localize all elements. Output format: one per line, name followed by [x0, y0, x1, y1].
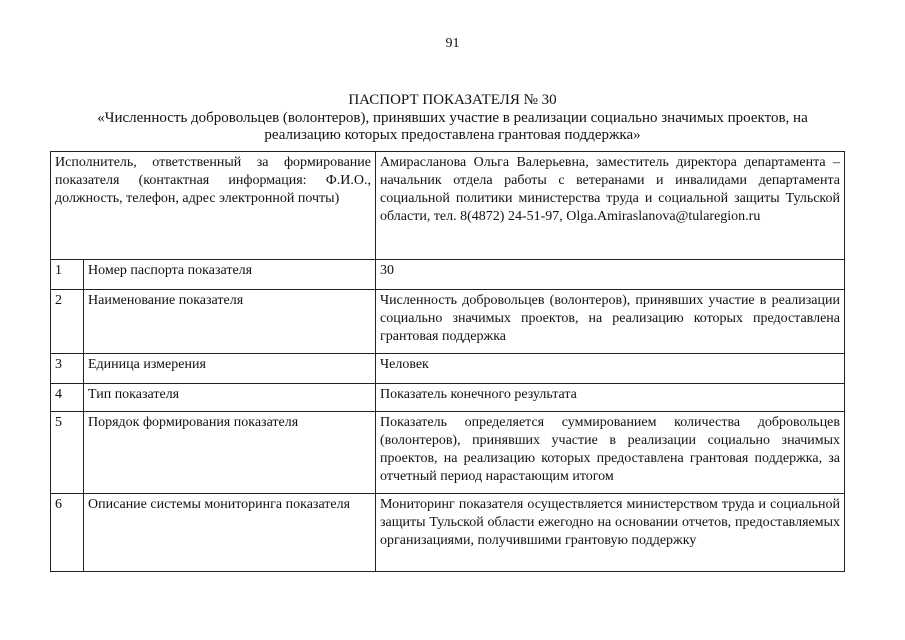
table-row	[51, 260, 845, 290]
table-row	[51, 290, 845, 354]
row-number: 1	[51, 260, 84, 290]
page-title: ПАСПОРТ ПОКАЗАТЕЛЯ № 30	[348, 92, 557, 108]
row-value: Показатель определяется суммированием количества добровольцев (волонтеров), принявших участие в реализации социально значимых проектов, на реализацию которых предоставлена грантовая поддержка, за отчетный период нарастающим итогом	[376, 412, 845, 494]
row-value: Численность добровольцев (волонтеров), принявших участие в реализации социально значимых проектов, на реализацию которых предоставлена грантовая поддержка	[376, 290, 845, 354]
row-value: Мониторинг показателя осуществляется министерством труда и социальной защиты Тульской области ежегодно на основании отчетов, предоставляемых организациями, получившими грантовую поддержку	[376, 494, 845, 572]
row-label: Единица измерения	[84, 354, 376, 384]
table-row	[51, 412, 845, 494]
executor-row	[51, 152, 845, 260]
row-number: 2	[51, 290, 84, 354]
passport-table	[50, 151, 845, 572]
row-label: Номер паспорта показателя	[84, 260, 376, 290]
table-row	[51, 494, 845, 572]
row-value: Показатель конечного результата	[376, 384, 845, 412]
row-value: Человек	[376, 354, 845, 384]
table-row	[51, 384, 845, 412]
row-label: Описание системы мониторинга показателя	[84, 494, 376, 572]
row-label: Наименование показателя	[84, 290, 376, 354]
row-number: 3	[51, 354, 84, 384]
row-number: 4	[51, 384, 84, 412]
executor-label: Исполнитель, ответственный за формирование показателя (контактная информация: Ф.И.О., должность, телефон, адрес электронной почты)	[51, 152, 376, 260]
row-label: Порядок формирования показателя	[84, 412, 376, 494]
row-number: 6	[51, 494, 84, 572]
page-number: 91	[445, 36, 460, 51]
executor-value: Амирасланова Ольга Валерьевна, заместитель директора департамента – начальник отдела работы с ветеранами и инвалидами департамента социальной политики министерства труда и социальной защиты Тульской области, тел. 8(4872) 24-51-97, Olga.Amiraslanova@tularegion.ru	[376, 152, 845, 260]
page-subtitle: «Численность добровольцев (волонтеров), принявших участие в реализации социально значимых проектов, на реализацию которых предоставлена грантовая поддержка»	[97, 110, 808, 143]
row-label: Тип показателя	[84, 384, 376, 412]
row-number: 5	[51, 412, 84, 494]
row-value: 30	[376, 260, 845, 290]
table-row	[51, 354, 845, 384]
